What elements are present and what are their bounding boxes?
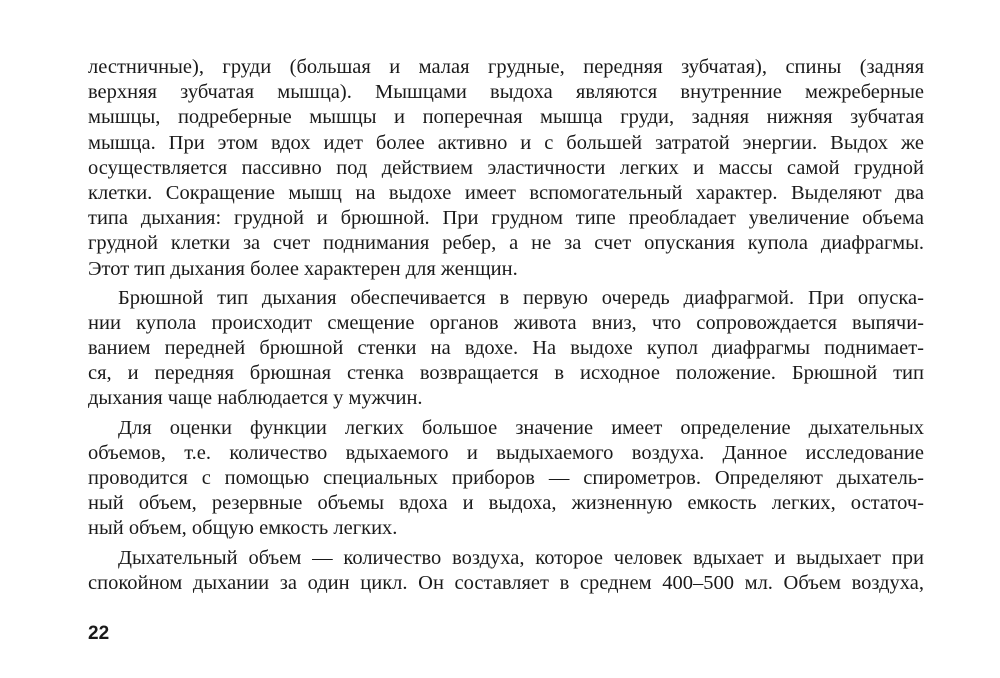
text-line: осуществляется пассивно под действием эластичности легких и массы самой грудной [88, 156, 924, 179]
text-line: Брюшной тип дыхания обеспечивается в первую очередь диафрагмой. При опуска- [118, 286, 924, 309]
text-line: грудной клетки за счет поднимания ребер, а не за счет опускания купола диафрагмы. [88, 232, 924, 255]
text-line: мышцы, подреберные мышцы и поперечная мышца груди, задняя нижняя зубчатая [88, 106, 924, 129]
text-line: клетки. Сокращение мышц на выдохе имеет вспомогательный характер. Выделяют два [88, 181, 924, 204]
paragraph-3 [88, 416, 924, 542]
text-line: ся, и передняя брюшная стенка возвращается в исходное положение. Брюшной тип [88, 362, 924, 385]
text-line: ный объем, общую емкость легких. [88, 517, 398, 540]
text-line: Дыхательный объем — количество воздуха, которое человек вдыхает и выдыхает при [118, 546, 924, 569]
page-number: 22 [88, 623, 110, 644]
text-line: проводится с помощью специальных приборов — спирометров. Определяют дыхатель- [88, 467, 924, 489]
text-line: Этот тип дыхания более характерен для женщин. [88, 257, 518, 280]
paragraph-2 [88, 286, 924, 412]
text-line: мышца. При этом вдох идет более активно и с большей затратой энергии. Выдох же [88, 131, 924, 154]
paragraph-1 [88, 55, 924, 282]
paragraph-4 [88, 546, 924, 596]
text-line: ванием передней брюшной стенки на вдохе. На выдохе купол диафрагмы поднимает- [88, 337, 924, 360]
text-line: ный объем, резервные объемы вдоха и выдоха, жизненную емкость легких, остаточ- [88, 492, 924, 515]
text-line: объемов, т.е. количество вдыхаемого и выдыхаемого воздуха. Данное исследование [88, 441, 924, 464]
text-line: дыхания чаще наблюдается у мужчин. [88, 387, 423, 410]
text-line: нии купола происходит смещение органов живота вниз, что сопровождается выпячи- [88, 311, 924, 334]
text-line: верхняя зубчатая мышца). Мышцами выдоха являются внутренние межреберные [88, 81, 924, 104]
page-body [88, 55, 924, 596]
text-line: Для оценки функции легких большое значение имеет определение дыхательных [118, 416, 924, 439]
text-line: типа дыхания: грудной и брюшной. При грудном типе преобладает увеличение объема [88, 207, 924, 230]
text-line: спокойном дыхании за один цикл. Он составляет в среднем 400–500 мл. Объем воздуха, [88, 571, 924, 594]
text-line: лестничные), груди (большая и малая грудные, передняя зубчатая), спины (задняя [88, 56, 924, 78]
